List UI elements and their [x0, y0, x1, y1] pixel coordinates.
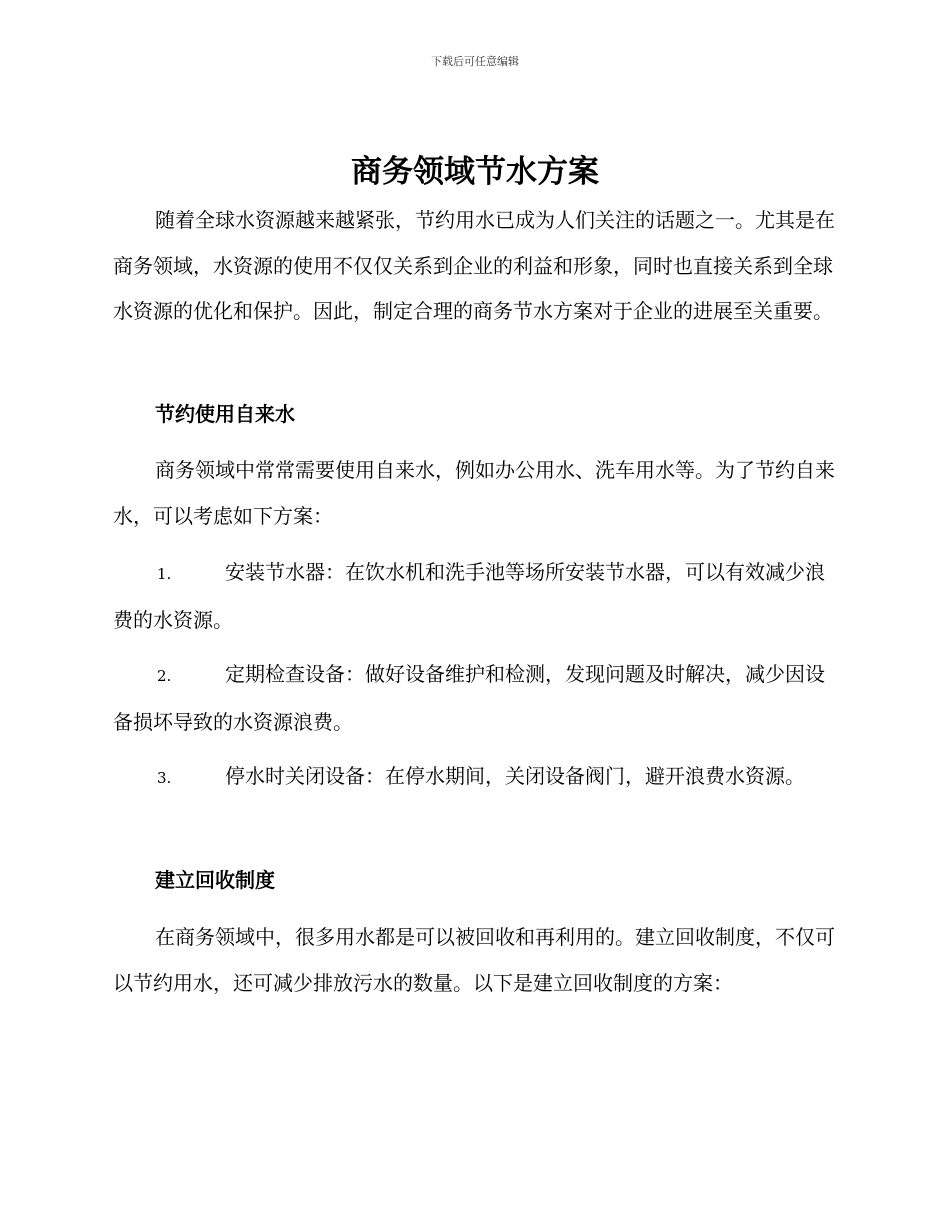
list-item-number: 1.	[157, 565, 172, 583]
list-item	[113, 754, 838, 802]
list-item-number: 3.	[157, 769, 172, 787]
intro-paragraph: 随着全球水资源越来越紧张，节约用水已成为人们关注的话题之一。尤其是在商务领域，水资源的使用不仅仅关系到企业的利益和形象，同时也直接关系到全球水资源的优化和保护。因此，制定合理的商务节水方案对于企业的进展至关重要。	[113, 208, 835, 323]
list-item-text: 停水时关闭设备：在停水期间，关闭设备阀门，避开浪费水资源。	[225, 764, 805, 788]
list-item-number: 2.	[157, 667, 172, 685]
document-title: 商务领域节水方案	[351, 154, 599, 190]
list-item	[113, 652, 838, 745]
list-item-text: 定期检查设备：做好设备维护和检测，发现问题及时解决，减少因设备损坏导致的水资源浪费。	[113, 662, 825, 734]
section-heading-recycling: 建立回收制度	[155, 868, 275, 892]
section-heading-tap-water: 节约使用自来水	[155, 402, 295, 426]
list-item-text: 安装节水器：在饮水机和洗手池等场所安装节水器，可以有效减少浪费的水资源。	[113, 560, 825, 632]
section-body-tap-water: 商务领域中常常需要使用自来水，例如办公用水、洗车用水等。为了节约自来水，可以考虑如下方案：	[113, 458, 835, 528]
header-note: 下载后可任意编辑	[431, 55, 519, 68]
list-item	[113, 550, 838, 643]
section-body-recycling: 在商务领域中，很多用水都是可以被回收和再利用的。建立回收制度，不仅可以节约用水，还可减少排放污水的数量。以下是建立回收制度的方案：	[113, 925, 835, 995]
